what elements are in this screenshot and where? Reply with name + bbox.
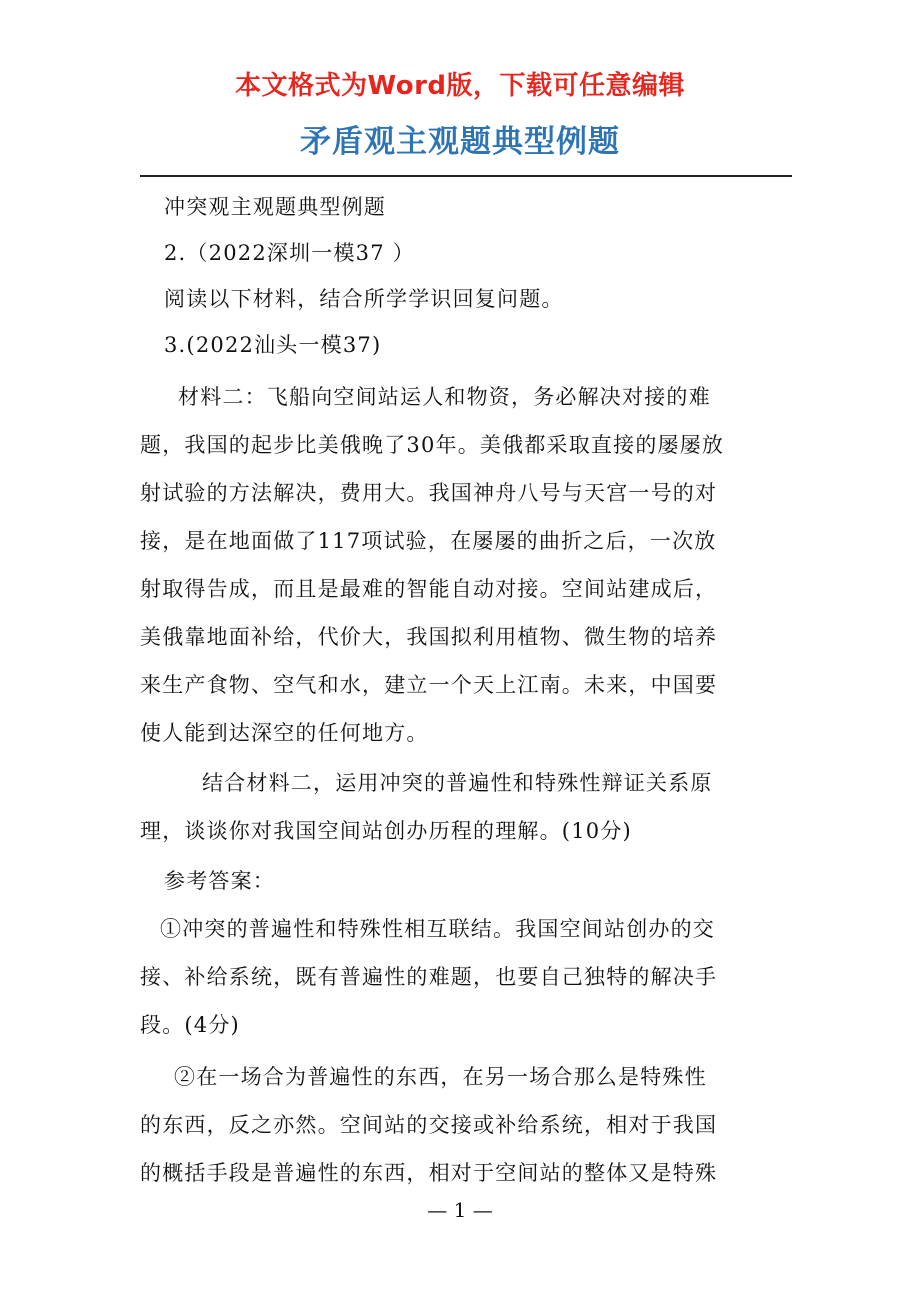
question-line: 结合材料二，运用冲突的普遍性和特殊性辩证关系原	[202, 771, 713, 795]
answer-line: ②在一场合为普遍性的东西，在另一场合那么是特殊性	[174, 1065, 707, 1089]
material-line: 射取得告成，而且是最难的智能自动对接。空间站建成后，	[140, 577, 718, 601]
answer-line: 的概括手段是普遍性的东西，相对于空间站的整体又是特殊	[140, 1161, 718, 1185]
material-line: 来生产食物、空气和水，建立一个天上江南。未来，中国要	[140, 673, 718, 697]
material-line: 美俄靠地面补给，代价大，我国拟利用植物、微生物的培养	[140, 625, 718, 649]
material-line: 接，是在地面做了117项试验，在屡屡的曲折之后，一次放	[140, 529, 717, 553]
answer-line: ①冲突的普遍性和特殊性相互联结。我国空间站创办的交	[160, 917, 715, 941]
material-line: 题，我国的起步比美俄晚了30年。美俄都采取直接的屡屡放	[140, 433, 725, 457]
instruction-line: 阅读以下材料，结合所学学识回复问题。	[164, 287, 564, 311]
heading-line: 冲突观主观题典型例题	[164, 195, 386, 219]
format-notice: 本文格式为Word版，下载可任意编辑	[234, 71, 686, 101]
answer-line: 的东西，反之亦然。空间站的交接或补给系统，相对于我国	[140, 1113, 718, 1137]
material-line: 射试验的方法解决，费用大。我国神舟八号与天宫一号的对	[140, 481, 718, 505]
material-line: 材料二：飞船向空间站运人和物资，务必解决对接的难	[178, 385, 711, 409]
question-number-3: 3.(2022汕头一模37)	[164, 333, 382, 357]
answer-heading: 参考答案：	[164, 869, 275, 893]
question-line: 理，谈谈你对我国空间站创办历程的理解。(10分)	[140, 819, 632, 843]
material-line: 使人能到达深空的任何地方。	[140, 721, 429, 745]
header-divider	[140, 175, 792, 177]
answer-line: 接、补给系统，既有普遍性的难题，也要自己独特的解决手	[140, 965, 718, 989]
page-number: — 1 —	[427, 1198, 493, 1222]
answer-line: 段。(4分)	[140, 1013, 240, 1037]
question-number-2: 2.（2022深圳一模37 ）	[164, 241, 415, 265]
document-title: 矛盾观主观题典型例题	[300, 124, 620, 160]
